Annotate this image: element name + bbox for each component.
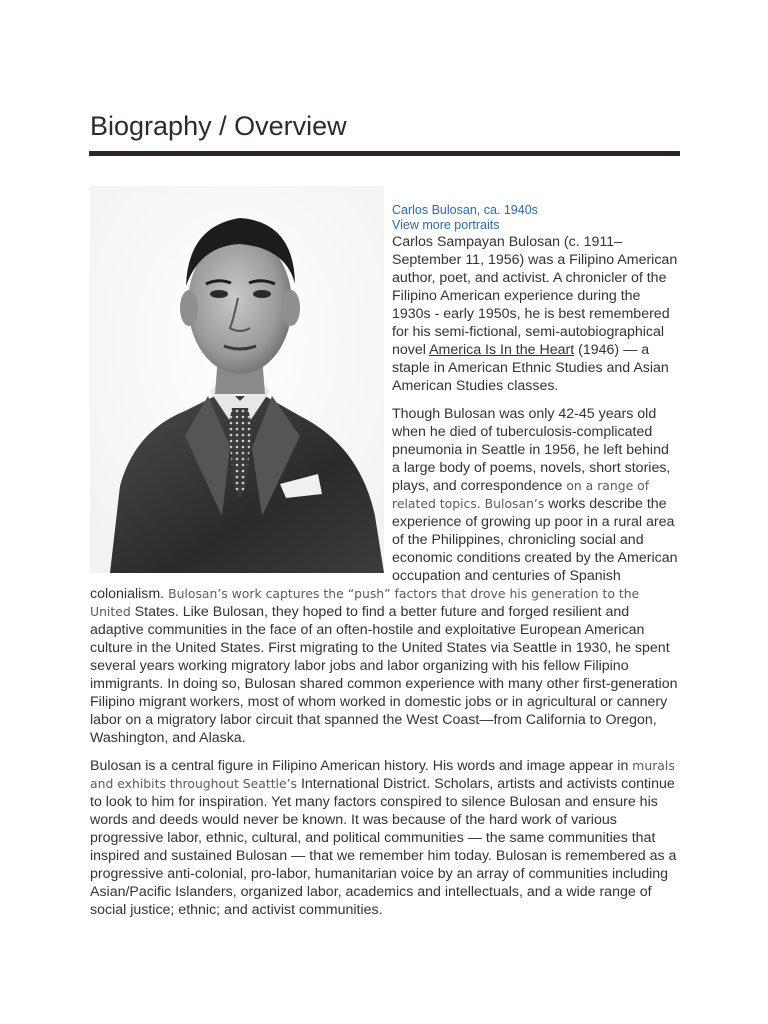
paragraph-legacy-text-b: works describe the experience of growing up poor in a rural area of the Philippines, chronicling social and economic conditions created by the American occupation and centuries of Spanish colonialism. — [90, 496, 678, 602]
paragraph-legacy-gray-b: Bulosan’s work captures the “push” factors that drove his generation to the United — [90, 586, 640, 619]
view-more-portraits-link[interactable]: View more portraits — [392, 218, 500, 232]
page-title: Biography / Overview — [90, 111, 347, 141]
paragraph-significance-text-a: Bulosan is a central figure in Filipino American history. His words and image appear in — [90, 758, 633, 774]
paragraph-legacy-text-a: Though Bulosan was only 42-45 years old when he died of tuberculosis-complicated pneumonia in Seattle in 1956, he left behind a large body of poems, novels, short stories, plays, and correspondence — [392, 406, 671, 494]
paragraph-significance — [90, 757, 680, 919]
paragraph-legacy-text-c: States. Like Bulosan, they hoped to find a better future and forged resilient and adaptive communities in the face of an often-hostile and exploitative European American culture in the United States. First migrating to the United States via Seattle in 1930, he spent several years working migratory labor jobs and labor organizing with his fellow Filipino immigrants. In doing so, Bulosan shared common experience with many other first-generation Filipino migrant workers, most of whom worked in domestic jobs or in agricultural or cannery labor on a migratory labor circuit that spanned the West Coast—from California to Oregon, Washington, and Alaska. — [90, 604, 678, 746]
paragraph-significance-gray: murals and exhibits throughout Seattle’s — [90, 758, 675, 791]
paragraph-intro-text-a: Carlos Sampayan Bulosan (c. 1911–September 11, 1956) was a Filipino American author, poet, and activist. A chronicler of the Filipino American experience during the 1930s - early 1950s, he is best remembered for his semi-fictional, semi-autobiographical novel — [392, 234, 678, 358]
portrait-caption-link[interactable]: Carlos Bulosan, ca. 1940s — [392, 203, 538, 217]
paragraph-significance-text-b: International District. Scholars, artists and activists continue to look to him for inspiration. Yet many factors conspired to silence Bulosan and ensure his words and deeds would never be known. It was because of the hard work of various progressive labor, ethnic, cultural, and political communities — the same communities that inspired and sustained Bulosan — that we remember him today. Bulosan is remembered as a progressive anti-colonial, pro-labor, humanitarian voice by an array of communities including Asian/Pacific Islanders, organized labor, academics and intellectuals, and a wide range of social justice; ethnic; and activist communities. — [90, 776, 677, 918]
portrait-photo — [90, 186, 384, 573]
book-title-link[interactable]: America Is In the Heart — [429, 342, 575, 358]
title-divider — [89, 151, 680, 156]
paragraph-legacy-gray-a: on a range of related topics. Bulosan’s — [392, 478, 650, 511]
paragraph-intro-text-b: (1946) — a staple in American Ethnic Studies and Asian American Studies classes. — [392, 342, 669, 394]
biography-content — [90, 186, 680, 929]
